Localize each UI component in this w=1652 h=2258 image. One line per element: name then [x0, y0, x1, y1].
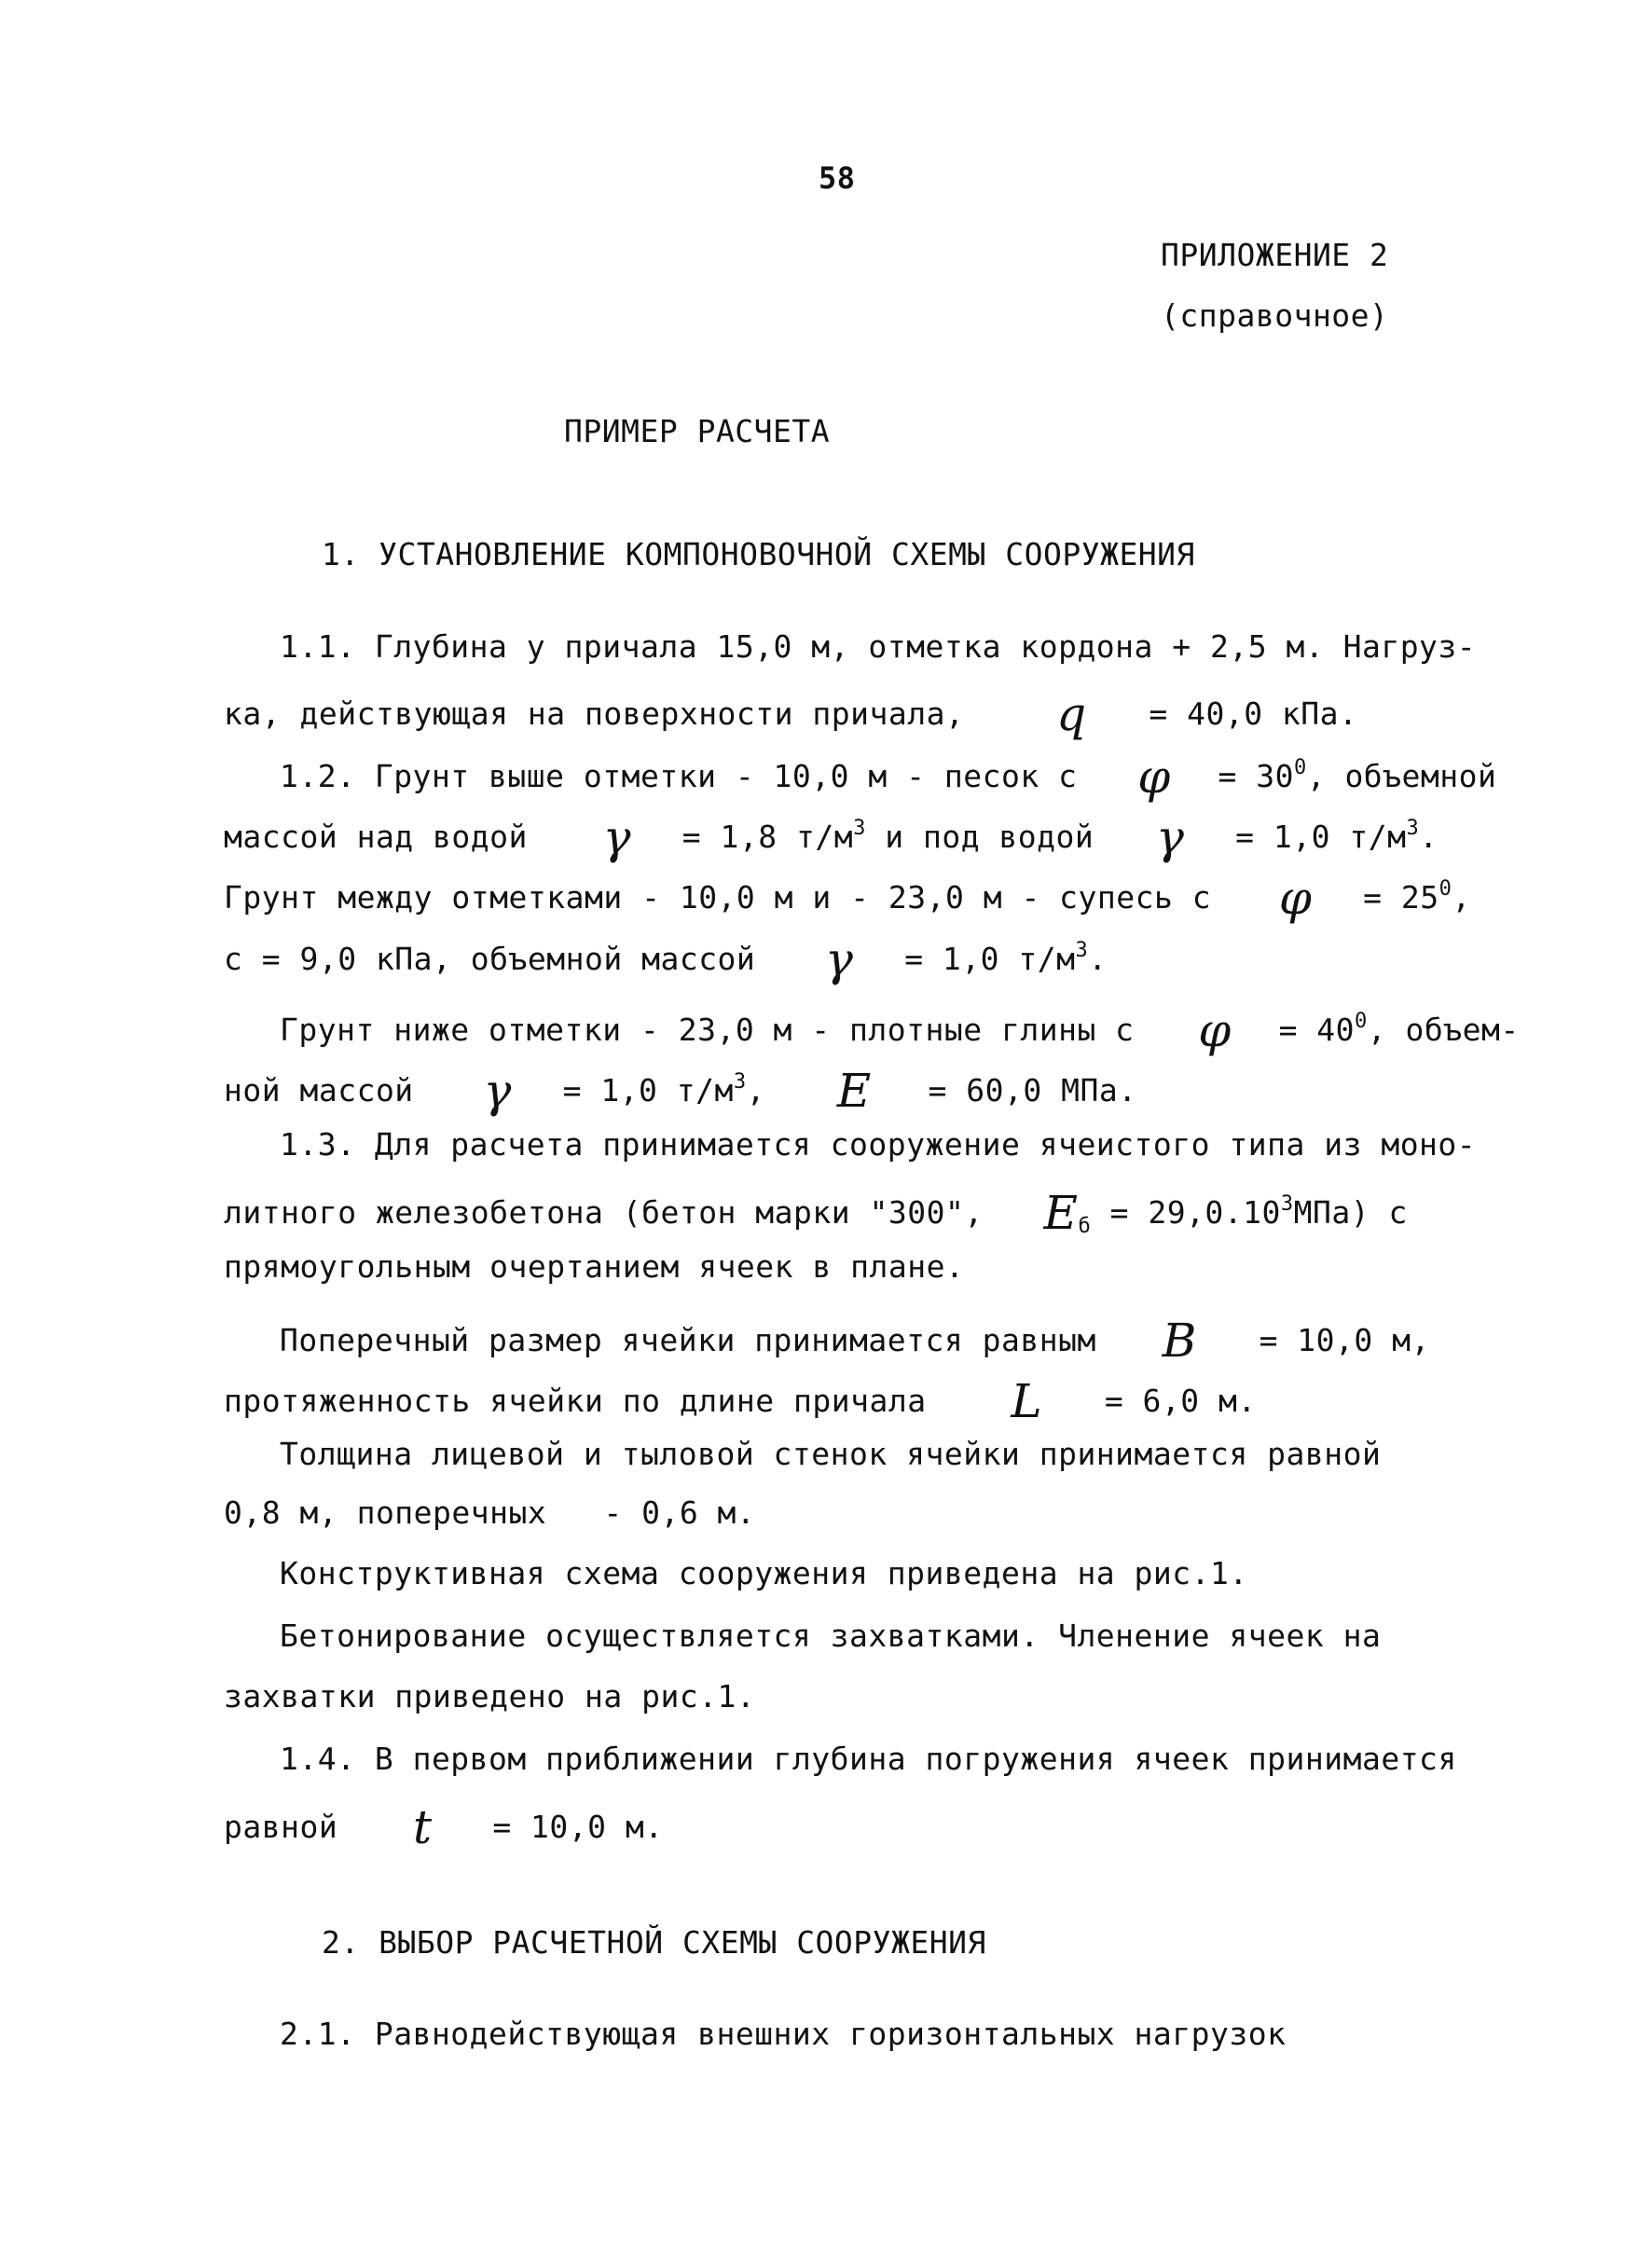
- p12-line4: [224, 932, 1108, 986]
- l-symbol: L: [1011, 1374, 1043, 1428]
- p12-line1-text-b: = 30: [1218, 758, 1294, 794]
- p13-line4: [280, 1314, 1430, 1368]
- phi-symbol: φ: [1198, 1003, 1232, 1057]
- p12-line4-cube: 3: [1075, 939, 1089, 962]
- appendix-subtitle: (справочное): [1161, 297, 1389, 334]
- p12-line5-text-a: Грунт ниже отметки - 23,0 м - плотные глины с: [280, 1012, 1135, 1048]
- p13-line7: 0,8 м, поперечных - 0,6 м.: [224, 1494, 756, 1531]
- gamma-symbol: γ: [602, 810, 632, 864]
- p12-line6-text-a: ной массой: [224, 1072, 414, 1108]
- p12-line2-text-b: = 1,8 т/м: [681, 819, 854, 855]
- p12-line1: [280, 750, 1497, 804]
- p13-line5: [224, 1374, 1257, 1428]
- p12-line1-degree: 0: [1293, 756, 1307, 779]
- p13-line2-text-a: литного железобетона (бетон марки "300",: [224, 1194, 984, 1231]
- p12-line6-text-b: = 1,0 т/м: [562, 1072, 734, 1108]
- p12-line1-text-c: , объемной: [1306, 758, 1497, 794]
- p12-line4-text-a: с = 9,0 кПа, объемной массой: [224, 941, 756, 977]
- q-symbol: q: [1056, 687, 1087, 741]
- modulus-symbol: E: [836, 1064, 872, 1118]
- p13-line1: 1.3. Для расчета принимается сооружение ячеистого типа из моно-: [280, 1126, 1477, 1163]
- p12-line6-cube: 3: [733, 1070, 747, 1094]
- p14-line2-text-b: = 10,0 м.: [492, 1809, 664, 1845]
- phi-symbol: φ: [1278, 871, 1313, 925]
- gamma-symbol: γ: [483, 1064, 512, 1118]
- p13-line6: Толщина лицевой и тыловой стенок ячейки принимается равной: [280, 1436, 1382, 1472]
- p12-line3-degree: 0: [1439, 877, 1452, 901]
- p12-line2-text-d: = 1,0 т/м: [1235, 819, 1407, 855]
- p12-line3: [224, 871, 1471, 925]
- section1-heading: 1. УСТАНОВЛЕНИЕ КОМПОНОВОЧНОЙ СХЕМЫ СООРУЖЕНИЯ: [322, 536, 1195, 572]
- p12-line2: [224, 810, 1439, 864]
- p12-line2-text-c: и под водой: [885, 819, 1094, 855]
- p12-line3-text-b: = 25: [1363, 879, 1439, 916]
- p13-line4-text-a: Поперечный размер ячейки принимается равным: [280, 1322, 1096, 1358]
- p13-line2-exponent: 3: [1280, 1192, 1294, 1216]
- p11-line2-text-a: ка, действующая на поверхности причала,: [224, 695, 965, 732]
- p13-line10: захватки приведено на рис.1.: [224, 1678, 756, 1714]
- p12-line6: [224, 1064, 1137, 1118]
- document-title: ПРИМЕР РАСЧЕТА: [564, 413, 831, 449]
- gamma-symbol: γ: [1156, 810, 1185, 864]
- appendix-title: ПРИЛОЖЕНИЕ 2: [1161, 237, 1389, 273]
- phi-symbol: φ: [1137, 750, 1171, 804]
- section2-heading: 2. ВЫБОР РАСЧЕТНОЙ СХЕМЫ СООРУЖЕНИЯ: [322, 1924, 986, 1961]
- p13-line4-text-b: = 10,0 м,: [1259, 1322, 1430, 1358]
- p13-line2-text-b: = 29,0.10: [1109, 1194, 1281, 1231]
- p13-line9: Бетонирование осуществляется захватками. Членение ячеек на: [280, 1618, 1382, 1654]
- p12-line2-text-e: .: [1419, 819, 1439, 855]
- p13-line8: Конструктивная схема сооружения приведена на рис.1.: [280, 1555, 1248, 1591]
- page-number: 58: [819, 160, 856, 196]
- t-symbol: t: [412, 1800, 433, 1854]
- p12-line3-text-a: Грунт между отметками - 10,0 м и - 23,0 м - супесь с: [224, 879, 1212, 916]
- p12-line6-text-d: = 60,0 МПа.: [928, 1072, 1137, 1108]
- p12-line2-cube: 3: [853, 817, 866, 840]
- p12-line1-text-a: 1.2. Грунт выше отметки - 10,0 м - песок с: [280, 758, 1078, 794]
- gamma-symbol: γ: [825, 932, 854, 986]
- p13-line5-text-a: протяженность ячейки по длине причала: [224, 1383, 927, 1419]
- p11-line2-text-b: = 40,0 кПа.: [1149, 695, 1358, 732]
- b-symbol: B: [1162, 1314, 1197, 1368]
- p13-line2: [224, 1186, 1408, 1240]
- p12-line5-text-b: = 40: [1278, 1012, 1356, 1048]
- p12-line4-text-b: = 1,0 т/м: [904, 941, 1076, 977]
- p12-line4-text-c: .: [1088, 941, 1108, 977]
- p14-line1: 1.4. В первом приближении глубина погружения ячеек принимается: [280, 1741, 1457, 1777]
- p12-line3-text-c: ,: [1452, 879, 1471, 916]
- p21-line1: 2.1. Равнодействующая внешних горизонтальных нагрузок: [280, 2016, 1287, 2052]
- p13-line2-text-c: МПа) с: [1293, 1194, 1408, 1231]
- p12-line5: [280, 1003, 1520, 1057]
- p12-line5-text-c: , объем-: [1367, 1012, 1520, 1048]
- p14-line2-text-a: равной: [224, 1809, 338, 1845]
- p14-line2: [224, 1800, 664, 1854]
- modulus-symbol: E: [1043, 1186, 1079, 1240]
- p11-line2: [224, 687, 1358, 741]
- p13-line2-subscript: б: [1078, 1215, 1092, 1238]
- p12-line2-cube-2: 3: [1406, 817, 1420, 840]
- p12-line6-text-c: ,: [746, 1072, 766, 1108]
- p13-line5-text-b: = 6,0 м.: [1104, 1383, 1257, 1419]
- p13-line3: прямоугольным очертанием ячеек в плане.: [224, 1248, 965, 1285]
- p12-line2-text-a: массой над водой: [224, 819, 528, 855]
- p12-line5-degree: 0: [1355, 1010, 1368, 1033]
- p11-line1: 1.1. Глубина у причала 15,0 м, отметка кордона + 2,5 м. Нагруз-: [280, 628, 1477, 665]
